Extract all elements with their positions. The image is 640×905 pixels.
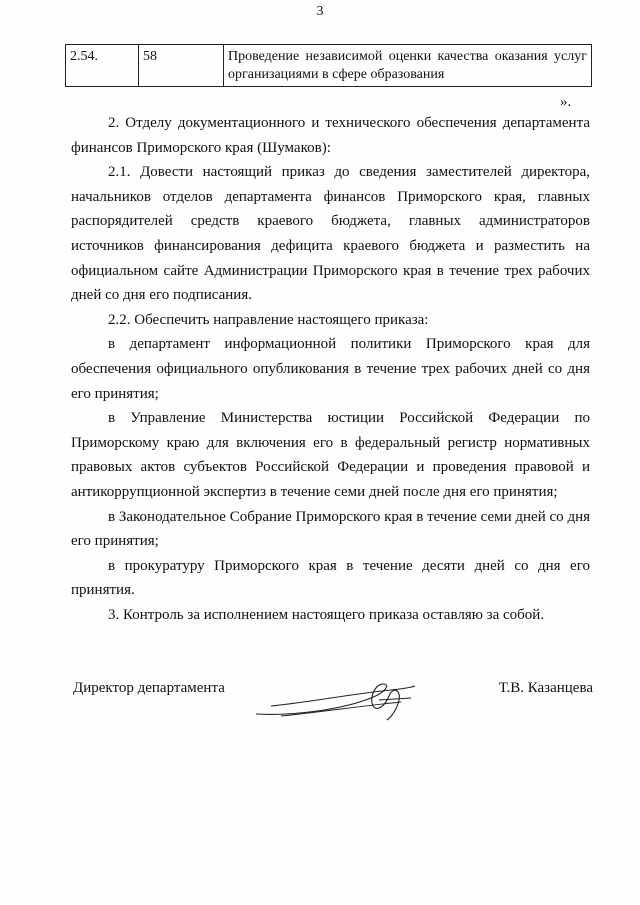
handwritten-signature	[251, 676, 421, 726]
paragraph-2-2-item-4: в прокуратуру Приморского края в течение десяти дней со дня его принятия.	[71, 557, 590, 599]
row-code-cell: 58	[139, 45, 224, 87]
document-body	[71, 111, 590, 627]
page-number: 3	[316, 4, 324, 19]
paragraph-2-1: 2.1. Довести настоящий приказ до сведения заместителей директора, начальников отделов департамента финансов Приморского края, главных распорядителей средств краевого бюджета, главных администраторов источников финансирования дефицита краевого бюджета и разместить на официальном сайте Администрации Приморского края в течение трех рабочих дней со дня его подписания.	[71, 164, 590, 304]
paragraph-2-2-item-1: в департамент информационной политики Приморского края для обеспечения официального опубликования в течение трех рабочих дней со дня его принятия;	[71, 336, 590, 402]
paragraph-2: 2. Отделу документационного и технического обеспечения департамента финансов Приморского края (Шумаков):	[71, 115, 590, 156]
paragraph-3: 3. Контроль за исполнением настоящего приказа оставляю за собой.	[108, 606, 545, 623]
closing-quote: ».	[560, 94, 572, 110]
table-row	[66, 45, 592, 87]
row-number-cell: 2.54.	[66, 45, 139, 87]
signer-name: Т.В. Казанцева	[498, 680, 593, 696]
row-text-cell: Проведение независимой оценки качества оказания услуг организациями в сфере образования	[224, 45, 592, 87]
paragraph-2-2-item-3: в Законодательное Собрание Приморского края в течение семи дней со дня его принятия;	[71, 508, 590, 550]
signature-block	[73, 676, 593, 736]
paragraph-2-2: 2.2. Обеспечить направление настоящего приказа:	[108, 311, 429, 328]
signer-role: Директор департамента	[73, 680, 225, 696]
paragraph-2-2-item-2: в Управление Министерства юстиции Российской Федерации по Приморскому краю для включения его в федеральный регистр нормативных правовых актов субъектов Российской Федерации и проведения правовой и антикоррупционной экспертиз в течение семи дней после дня его принятия;	[71, 410, 590, 500]
list-table	[65, 44, 592, 87]
